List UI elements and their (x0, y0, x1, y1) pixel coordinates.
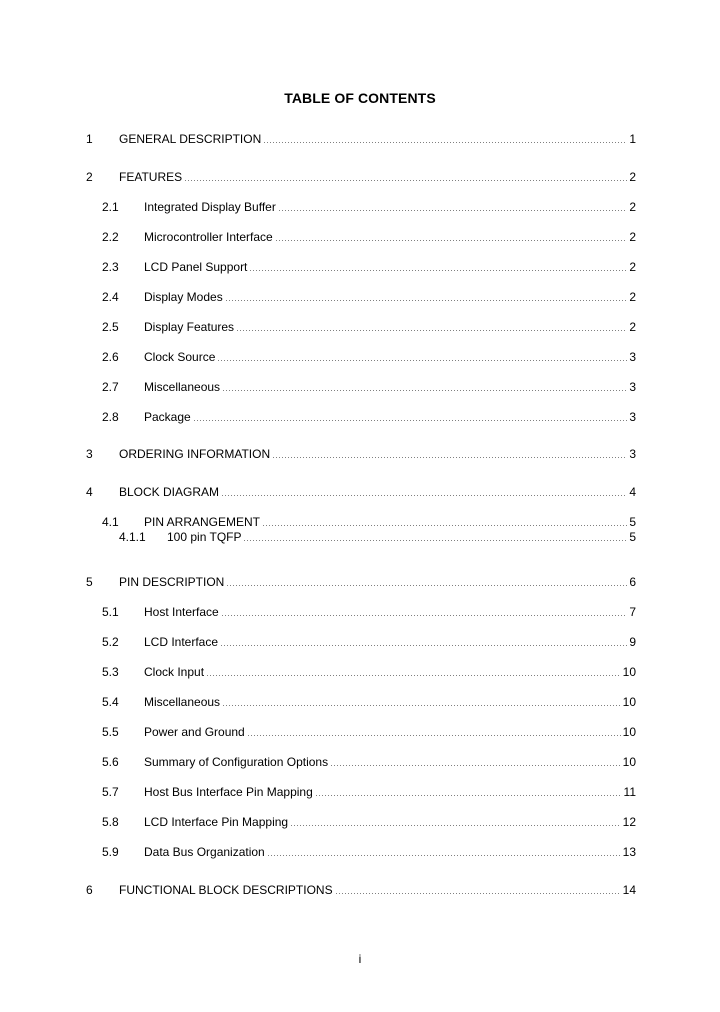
toc-page: 10 (622, 725, 636, 739)
toc-entry[interactable] (0, 446, 720, 462)
toc-entry[interactable] (0, 259, 720, 275)
dot-leader (278, 210, 627, 211)
toc-page: 10 (622, 665, 636, 679)
toc-label: LCD Interface (144, 635, 219, 649)
dot-leader (272, 457, 627, 458)
toc-number: 2.3 (102, 260, 119, 274)
toc-entry[interactable] (0, 514, 720, 530)
toc-number: 5.4 (102, 695, 119, 709)
toc-page: 1 (629, 132, 636, 146)
toc-label: FEATURES (119, 170, 183, 184)
toc-number: 2.6 (102, 350, 119, 364)
toc-number: 5.3 (102, 665, 119, 679)
dot-leader (217, 360, 627, 361)
toc-page: 3 (629, 380, 636, 394)
toc-entry[interactable] (0, 694, 720, 710)
toc-entry[interactable] (0, 169, 720, 185)
toc-page: 14 (622, 883, 636, 897)
toc-page: 2 (629, 200, 636, 214)
dot-leader (243, 540, 627, 541)
toc-label: BLOCK DIAGRAM (119, 485, 220, 499)
toc-label: Miscellaneous (144, 380, 221, 394)
toc-label: LCD Panel Support (144, 260, 248, 274)
toc-number: 2 (86, 170, 93, 184)
toc-label: GENERAL DESCRIPTION (119, 132, 262, 146)
toc-label: ORDERING INFORMATION (119, 447, 271, 461)
dot-leader (236, 330, 627, 331)
toc-label: Clock Source (144, 350, 216, 364)
toc-label: Miscellaneous (144, 695, 221, 709)
toc-label: PIN DESCRIPTION (119, 575, 225, 589)
toc-number: 2.8 (102, 410, 119, 424)
toc-entry[interactable] (0, 529, 720, 545)
toc-entry[interactable] (0, 229, 720, 245)
toc-entry[interactable] (0, 754, 720, 770)
toc-entry[interactable] (0, 199, 720, 215)
toc-label: Clock Input (144, 665, 205, 679)
toc-number: 5.2 (102, 635, 119, 649)
toc-number: 5.6 (102, 755, 119, 769)
toc-label: Host Interface (144, 605, 219, 619)
dot-leader (193, 420, 628, 421)
toc-label: LCD Interface Pin Mapping (144, 815, 289, 829)
toc-label: Display Features (144, 320, 235, 334)
toc-number: 6 (86, 883, 93, 897)
toc-entry[interactable] (0, 484, 720, 500)
toc-page: 2 (629, 170, 636, 184)
page-title: TABLE OF CONTENTS (284, 90, 436, 106)
toc-label: Host Bus Interface Pin Mapping (144, 785, 313, 799)
toc-entry[interactable] (0, 882, 720, 898)
toc-page: 5 (629, 515, 636, 529)
page-number: i (358, 952, 362, 966)
toc-label: FUNCTIONAL BLOCK DESCRIPTIONS (119, 883, 333, 897)
dot-leader (330, 765, 621, 766)
dot-leader (225, 300, 628, 301)
toc-entry[interactable] (0, 379, 720, 395)
dot-leader (267, 855, 621, 856)
toc-label: Data Bus Organization (144, 845, 265, 859)
toc-label: Summary of Configuration Options (144, 755, 329, 769)
toc-number: 4.1 (102, 515, 119, 529)
toc-entry[interactable] (0, 844, 720, 860)
toc-number: 3 (86, 447, 93, 461)
dot-leader (220, 645, 627, 646)
dot-leader (226, 585, 627, 586)
toc-entry[interactable] (0, 574, 720, 590)
toc-number: 5.1 (102, 605, 119, 619)
toc-label: 100 pin TQFP (167, 530, 242, 544)
toc-entry[interactable] (0, 664, 720, 680)
toc-entry[interactable] (0, 784, 720, 800)
dot-leader (315, 795, 622, 796)
toc-label: Package (144, 410, 191, 424)
toc-entry[interactable] (0, 319, 720, 335)
toc-page: 3 (629, 410, 636, 424)
toc-page: 2 (629, 290, 636, 304)
toc-page: 11 (623, 785, 636, 799)
toc-number: 2.1 (102, 200, 119, 214)
toc-page: 2 (629, 260, 636, 274)
toc-number: 5.9 (102, 845, 119, 859)
dot-leader (335, 893, 621, 894)
toc-page: 3 (629, 350, 636, 364)
toc-number: 5 (86, 575, 93, 589)
toc-label: Power and Ground (144, 725, 245, 739)
toc-entry[interactable] (0, 814, 720, 830)
toc-page: 4 (629, 485, 636, 499)
dot-leader (206, 675, 621, 676)
toc-page: 13 (622, 845, 636, 859)
toc-page: 9 (629, 635, 636, 649)
dot-leader (290, 825, 621, 826)
toc-page: 6 (629, 575, 636, 589)
dot-leader (275, 240, 628, 241)
toc-label: Integrated Display Buffer (144, 200, 276, 214)
dot-leader (222, 705, 621, 706)
toc-number: 5.7 (102, 785, 119, 799)
toc-number: 1 (86, 132, 93, 146)
toc-entry[interactable] (0, 409, 720, 425)
dot-leader (222, 390, 627, 391)
toc-number: 4.1.1 (119, 530, 146, 544)
dot-leader (184, 180, 627, 181)
toc-entry[interactable] (0, 131, 720, 147)
toc-label: Display Modes (144, 290, 223, 304)
toc-number: 5.8 (102, 815, 119, 829)
toc-page: 3 (629, 447, 636, 461)
dot-leader (263, 142, 627, 143)
toc-page: 10 (622, 755, 636, 769)
toc-entry[interactable] (0, 289, 720, 305)
toc-page: 2 (629, 320, 636, 334)
dot-leader (221, 495, 627, 496)
dot-leader (221, 615, 628, 616)
toc-entry[interactable] (0, 349, 720, 365)
toc-number: 5.5 (102, 725, 119, 739)
toc-entry[interactable] (0, 634, 720, 650)
toc-page: 5 (629, 530, 636, 544)
toc-label: PIN ARRANGEMENT (144, 515, 261, 529)
toc-entry[interactable] (0, 604, 720, 620)
toc-label: Microcontroller Interface (144, 230, 273, 244)
toc-number: 2.5 (102, 320, 119, 334)
toc-number: 2.2 (102, 230, 119, 244)
toc-number: 4 (86, 485, 93, 499)
toc-number: 2.4 (102, 290, 119, 304)
toc-number: 2.7 (102, 380, 119, 394)
dot-leader (249, 270, 627, 271)
toc-entry[interactable] (0, 724, 720, 740)
toc-page: 7 (629, 605, 636, 619)
dot-leader (247, 735, 621, 736)
toc-page: 2 (629, 230, 636, 244)
toc-page: 10 (622, 695, 636, 709)
dot-leader (262, 525, 627, 526)
toc-page: 12 (622, 815, 636, 829)
